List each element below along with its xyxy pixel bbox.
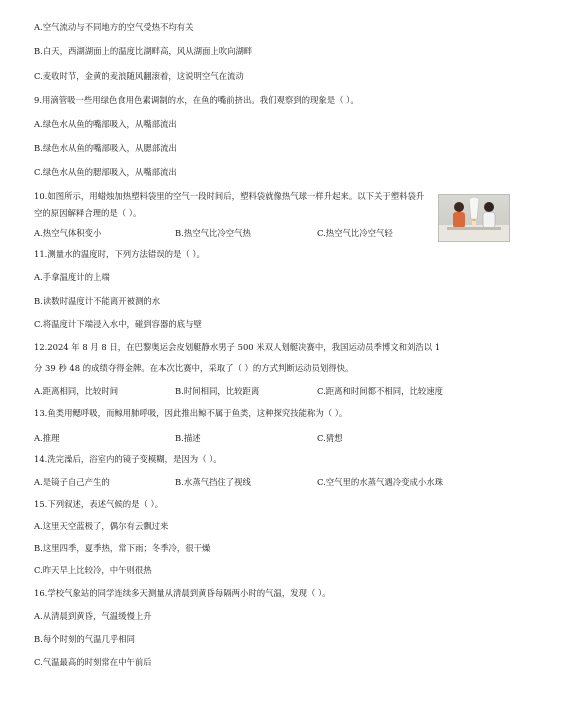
- option-text: B.绿色水从鱼的嘴部吸入，从腮部流出: [34, 143, 177, 153]
- question-12-options: [34, 385, 530, 397]
- option-text: B.这里四季，夏季热，常下雨；冬季冷，很干燥: [34, 543, 211, 553]
- option-a: A.是镜子自己产生的: [34, 477, 110, 487]
- option-b: B.热空气比冷空气热: [175, 228, 251, 238]
- option-text: C.昨天早上比较冷，中午则很热: [34, 565, 152, 575]
- question-13: 13.鱼类用鳃呼吸，而鲸用肺呼吸，因此推出鲸不属于鱼类，这种探究技能称为（ ）。: [34, 408, 348, 418]
- question-10: 10.如图所示，用蜡烛加热塑料袋里的空气一段时间后，塑料袋就像热气球一样升起来。以下关于塑料袋升: [34, 191, 425, 201]
- option-b: B.时间相同，比较距离: [175, 386, 260, 396]
- option-text: B.读数时温度计不能离开被测的水: [34, 296, 161, 306]
- experiment-photo: [438, 194, 510, 242]
- option-text: C.绿色水从鱼的腮部吸入，从嘴部流出: [34, 167, 177, 177]
- option-text: C.麦收时节，金黄的麦浪随风翻滚着，这说明空气在流动: [34, 71, 244, 81]
- option-text: B.每个时刻的气温几乎相同: [34, 634, 135, 644]
- question-16: 16.学校气象站的同学连续多天测量从清晨到黄昏每隔两小时的气温，发现（ ）。: [34, 588, 331, 598]
- option-c: C.热空气比冷空气轻: [317, 228, 393, 238]
- question-12-cont: 分 39 秒 48 的成绩夺得金牌。在本次比赛中，采取了（ ）的方式判断运动员划得快。: [34, 363, 354, 373]
- option-c: C.距离和时间都不相同，比较速度: [317, 386, 444, 396]
- question-14: 14.洗完澡后，浴室内的镜子变模糊，是因为（ ）。: [34, 454, 222, 464]
- question-13-options: [34, 432, 530, 444]
- option-b: B.水蒸气挡住了视线: [175, 477, 251, 487]
- option-text: A.绿色水从鱼的嘴部吸入，从嘴部流出: [34, 119, 177, 129]
- option-text: B.白天，西湖湖面上的温度比湖畔高，风从湖面上吹向湖畔: [34, 46, 253, 56]
- option-a: A.距离相同，比较时间: [34, 386, 119, 396]
- option-a: A.推理: [34, 433, 60, 443]
- option-text: A.从清晨到黄昏，气温缓慢上升: [34, 611, 152, 621]
- question-15: 15.下列叙述，表述气候的是（ ）。: [34, 499, 164, 509]
- option-c: C.空气里的水蒸气遇冷变成小水珠: [317, 477, 444, 487]
- question-9: 9.用滴管吸一些用绿色食用色素调制的水，在鱼的嘴前挤出。我们观察到的现象是（ ）。: [34, 95, 359, 105]
- option-text: C.将温度计下端浸入水中，碰到容器的底与壁: [34, 319, 202, 329]
- option-c: C.猜想: [317, 433, 343, 443]
- option-text: A.空气流动与不同地方的空气受热不均有关: [34, 22, 194, 32]
- option-text: A.手拿温度计的上端: [34, 272, 110, 282]
- question-11: 11.测量水的温度时，下列方法错误的是（ ）。: [34, 249, 205, 259]
- question-10-cont: 空的原因解释合理的是（ ）。: [34, 208, 142, 218]
- option-text: C.气温最高的时刻常在中午前后: [34, 657, 152, 667]
- option-a: A.热空气体积变小: [34, 228, 102, 238]
- option-b: B.描述: [175, 433, 201, 443]
- question-12: 12.2024 年 8 月 8 日，在巴黎奥运会皮划艇静水男子 500 米双人划艇决赛中，我国运动员季博文和刘浩以 1: [34, 342, 441, 352]
- question-14-options: [34, 476, 530, 488]
- option-text: A.这里天空蓝极了，偶尔有云飘过来: [34, 521, 169, 531]
